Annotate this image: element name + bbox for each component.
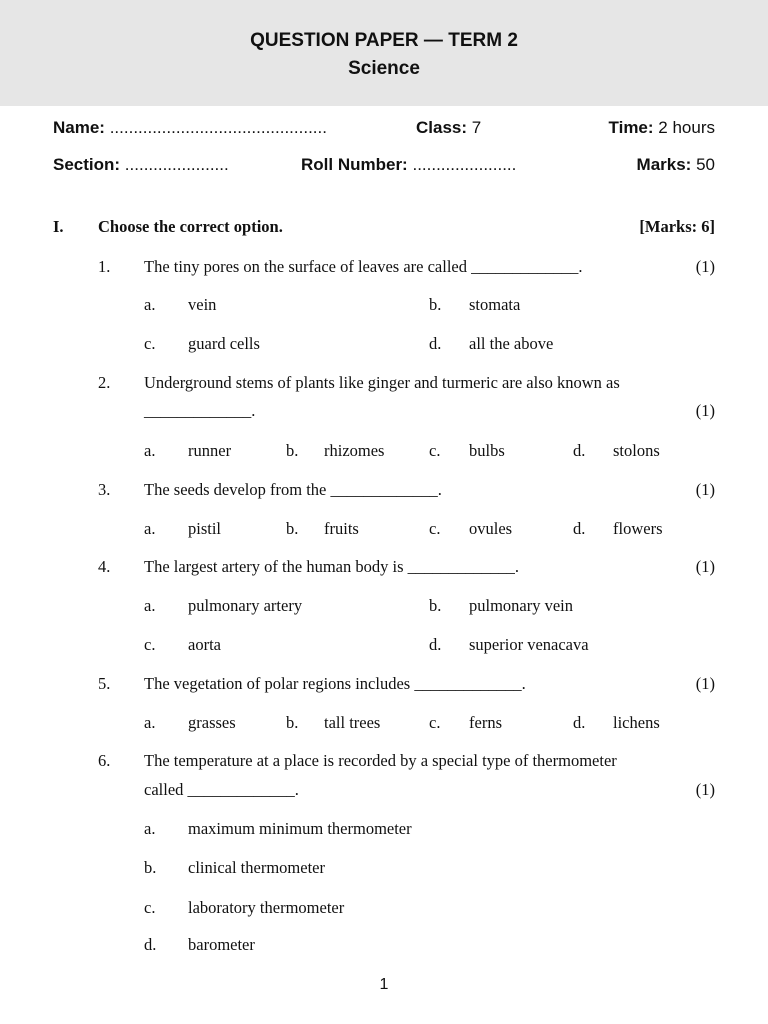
option-text: ferns: [469, 713, 502, 732]
header-band: [0, 0, 768, 106]
question-number: 3.: [98, 480, 111, 499]
time-value: 2 hours: [658, 118, 715, 137]
option-text: grasses: [188, 713, 236, 732]
option-letter: d.: [429, 635, 442, 654]
option-text: lichens: [613, 713, 660, 732]
question-text-continued: _____________.: [144, 401, 256, 420]
roll-blank: ......................: [412, 155, 517, 174]
class-label: Class:: [416, 118, 468, 137]
option-letter: b.: [286, 713, 299, 732]
section-marks: [Marks: 6]: [639, 217, 715, 236]
option-text: barometer: [188, 935, 255, 954]
option-text: laboratory thermometer: [188, 898, 345, 917]
page-number: 1: [379, 976, 389, 993]
question-marks: (1): [695, 401, 715, 420]
option-letter: d.: [573, 519, 586, 538]
question-number: 5.: [98, 674, 111, 693]
option-letter: c.: [144, 334, 156, 353]
section-numeral: I.: [53, 217, 64, 236]
marks-label: Marks:: [636, 155, 692, 174]
option-letter: c.: [144, 898, 156, 917]
question-text: The tiny pores on the surface of leaves are called _____________.: [144, 257, 583, 276]
option-text: bulbs: [469, 441, 505, 460]
page-title: QUESTION PAPER — TERM 2: [250, 30, 518, 51]
section-line: [53, 155, 229, 175]
option-text: stomata: [469, 295, 521, 314]
option-letter: c.: [429, 441, 441, 460]
option-letter: c.: [429, 713, 441, 732]
section-instruction: Choose the correct option.: [98, 217, 283, 236]
option-letter: a.: [144, 713, 156, 732]
option-letter: c.: [429, 519, 441, 538]
question-marks: (1): [695, 480, 715, 499]
section-label: Section:: [53, 155, 121, 174]
option-text: fruits: [324, 519, 359, 538]
option-letter: d.: [144, 935, 157, 954]
question-marks: (1): [695, 780, 715, 799]
question-marks: (1): [695, 557, 715, 576]
option-letter: a.: [144, 596, 156, 615]
roll-label: Roll Number:: [301, 155, 408, 174]
section-blank: ......................: [124, 155, 229, 174]
time-label: Time:: [608, 118, 654, 137]
option-text: rhizomes: [324, 441, 385, 460]
option-text: superior venacava: [469, 635, 589, 654]
name-blank: ..............................................: [109, 118, 327, 137]
option-letter: a.: [144, 295, 156, 314]
option-letter: d.: [573, 441, 586, 460]
option-text: runner: [188, 441, 232, 460]
option-text: clinical thermometer: [188, 858, 325, 877]
option-letter: b.: [286, 519, 299, 538]
name-line: [53, 118, 327, 138]
option-letter: b.: [286, 441, 299, 460]
option-text: ovules: [469, 519, 513, 538]
question-text: Underground stems of plants like ginger and turmeric are also known as: [144, 373, 620, 392]
roll-line: [301, 155, 516, 175]
option-text: stolons: [613, 441, 660, 460]
option-letter: b.: [429, 295, 442, 314]
option-text: tall trees: [324, 713, 381, 732]
option-letter: d.: [429, 334, 442, 353]
question-number: 6.: [98, 751, 111, 770]
option-text: maximum minimum thermometer: [188, 819, 412, 838]
question-number: 1.: [98, 257, 111, 276]
option-text: pistil: [188, 519, 222, 538]
option-text: vein: [188, 295, 217, 314]
time-line: [609, 118, 715, 138]
option-letter: a.: [144, 519, 156, 538]
option-text: pulmonary vein: [469, 596, 574, 615]
option-text: guard cells: [188, 334, 260, 353]
option-text: pulmonary artery: [188, 596, 303, 615]
question-text: The temperature at a place is recorded by a special type of thermometer: [144, 751, 617, 770]
option-text: flowers: [613, 519, 663, 538]
question-number: 4.: [98, 557, 111, 576]
option-letter: a.: [144, 819, 156, 838]
option-letter: c.: [144, 635, 156, 654]
class-line: [416, 118, 481, 138]
option-letter: b.: [429, 596, 442, 615]
option-text: aorta: [188, 635, 221, 654]
question-text-continued: called _____________.: [144, 780, 299, 799]
question-marks: (1): [695, 674, 715, 693]
subject-title: Science: [348, 58, 420, 79]
class-value: 7: [471, 118, 482, 137]
option-letter: b.: [144, 858, 157, 877]
question-number: 2.: [98, 373, 111, 392]
option-letter: a.: [144, 441, 156, 460]
question-marks: (1): [695, 257, 715, 276]
question-text: The seeds develop from the _____________.: [144, 480, 442, 499]
name-label: Name:: [53, 118, 105, 137]
marks-value: 50: [696, 155, 715, 174]
question-text: The largest artery of the human body is _____________.: [144, 557, 519, 576]
option-text: all the above: [469, 334, 554, 353]
marks-line: [637, 155, 715, 175]
question-text: The vegetation of polar regions includes _____________.: [144, 674, 526, 693]
option-letter: d.: [573, 713, 586, 732]
